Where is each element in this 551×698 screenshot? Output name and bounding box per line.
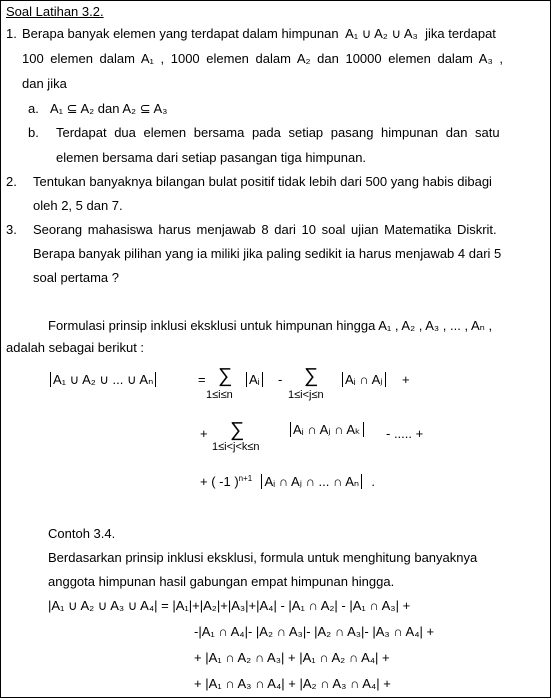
q1-number: 1. — [6, 26, 17, 41]
q3-line2: Berapa banyak pilihan yang ia miliki jika paling sedikit ia harus menjawab 4 dari 5 — [33, 246, 502, 261]
contoh-title: Contoh 3.4. — [48, 526, 116, 541]
sigma-3: ∑ — [230, 419, 245, 441]
q1-line1 — [22, 26, 496, 41]
abs-bar-right — [385, 372, 386, 387]
q1b-label: b. — [28, 125, 39, 140]
formula-equals: = — [198, 372, 206, 387]
contoh-eq2: -|A₁ ∩ A₄|- |A₂ ∩ A₃|- |A₂ ∩ A₃|- |A₃ ∩ A₄| + — [194, 624, 435, 639]
q3-number: 3. — [6, 222, 17, 237]
sigma-2-limits: 1≤i<j≤n — [288, 389, 324, 401]
sigma-2: ∑ — [304, 365, 319, 387]
q2-line2: oleh 2, 5 dan 7. — [33, 198, 123, 213]
sigma-3-limits: 1≤i<j<k≤n — [212, 441, 260, 453]
q2-line1: Tentukan banyaknya bilangan bulat positif tidak lebih dari 500 yang habis dibagi — [33, 174, 492, 189]
q3-line1: Seorang mahasiswa harus menjawab 8 dari 10 soal ujian Matematika Diskrit. — [33, 222, 497, 237]
formula-lhs-expr: A₁ ∪ A₂ ∪ ... ∪ Aₙ — [53, 372, 154, 387]
formula-row2-plus: + — [200, 426, 208, 441]
contoh-eq3: + |A₁ ∩ A₂ ∩ A₃| + |A₁ ∩ A₂ ∩ A₄| + — [194, 650, 390, 665]
abs-bar-right — [155, 372, 156, 387]
term2-expr: Aᵢ ∩ Aⱼ — [345, 372, 383, 387]
abs-bar-right — [262, 372, 263, 387]
formula-term-2 — [340, 372, 388, 387]
formula-lhs — [48, 372, 158, 387]
sign-term: + ( -1 ) — [200, 474, 239, 489]
q1-line2: 100 elemen dalam A₁ , 1000 elemen dalam A₂ dan 10000 elemen dalam A₃ , — [22, 51, 503, 66]
q3-line3: soal pertama ? — [33, 270, 119, 285]
abs-bar-left — [342, 372, 343, 387]
contoh-eq1: |A₁ ∪ A₂ ∪ A₃ ∪ A₄| = |A₁|+|A₂|+|A₃|+|A₄| - |A₁ ∩ A₂| - |A₁ ∩ A₃| + — [48, 598, 411, 613]
formula-plus: + — [402, 372, 410, 387]
sign-exponent: n+1 — [238, 474, 253, 483]
formula-row3 — [200, 474, 375, 489]
abs-bar-right — [361, 474, 362, 489]
contoh-eq4: + |A₁ ∩ A₃ ∩ A₄| + |A₂ ∩ A₃ ∩ A₄| + — [194, 676, 391, 691]
contoh-line2: anggota himpunan hasil gabungan empat himpunan hingga. — [48, 574, 395, 589]
formula-row2-tail: - ..... + — [386, 426, 424, 441]
q2-number: 2. — [6, 174, 17, 189]
formula-term-3 — [288, 422, 366, 437]
abs-bar-left — [261, 474, 262, 489]
q1b-line1: Terdapat dua elemen bersama pada setiap pasang himpunan dan satu — [56, 125, 500, 140]
term1-expr: Aᵢ — [249, 372, 260, 387]
q1-union-expr: A₁ ∪ A₂ ∪ A₃ — [345, 26, 418, 41]
contoh-line1: Berdasarkan prinsip inklusi eksklusi, formula untuk menghitung banyaknya — [48, 550, 478, 565]
q1a-text: A₁ ⊆ A₂ dan A₂ ⊆ A₃ — [50, 101, 168, 116]
formula-minus: - — [278, 372, 283, 387]
formula-end-dot: . — [371, 474, 375, 489]
sigma-1-limits: 1≤i≤n — [206, 389, 233, 401]
q1-line1-text: Berapa banyak elemen yang terdapat dalam himpunan — [22, 26, 339, 41]
section-title: Soal Latihan 3.2. — [6, 4, 104, 19]
abs-bar-left — [290, 422, 291, 437]
q1a-label: a. — [28, 101, 39, 116]
term3-expr: Aᵢ ∩ Aⱼ ∩ Aₖ — [293, 422, 361, 437]
q1-line3: dan jika — [22, 76, 67, 91]
abs-bar-left — [50, 372, 51, 387]
formulasi-line2: adalah sebagai berikut : — [6, 340, 145, 355]
formula-term-1 — [244, 372, 265, 387]
q1b-line2: elemen bersama dari setiap pasangan tiga himpunan. — [56, 150, 367, 165]
term4-expr: Aᵢ ∩ Aⱼ ∩ ... ∩ Aₙ — [264, 474, 360, 489]
abs-bar-left — [246, 372, 247, 387]
formulasi-line1: Formulasi prinsip inklusi eksklusi untuk himpunan hingga A₁ , A₂ , A₃ , ... , Aₙ , — [48, 318, 493, 333]
sigma-1: ∑ — [218, 365, 233, 387]
abs-bar-right — [363, 422, 364, 437]
q1-line1-tail: jika terdapat — [425, 26, 496, 41]
